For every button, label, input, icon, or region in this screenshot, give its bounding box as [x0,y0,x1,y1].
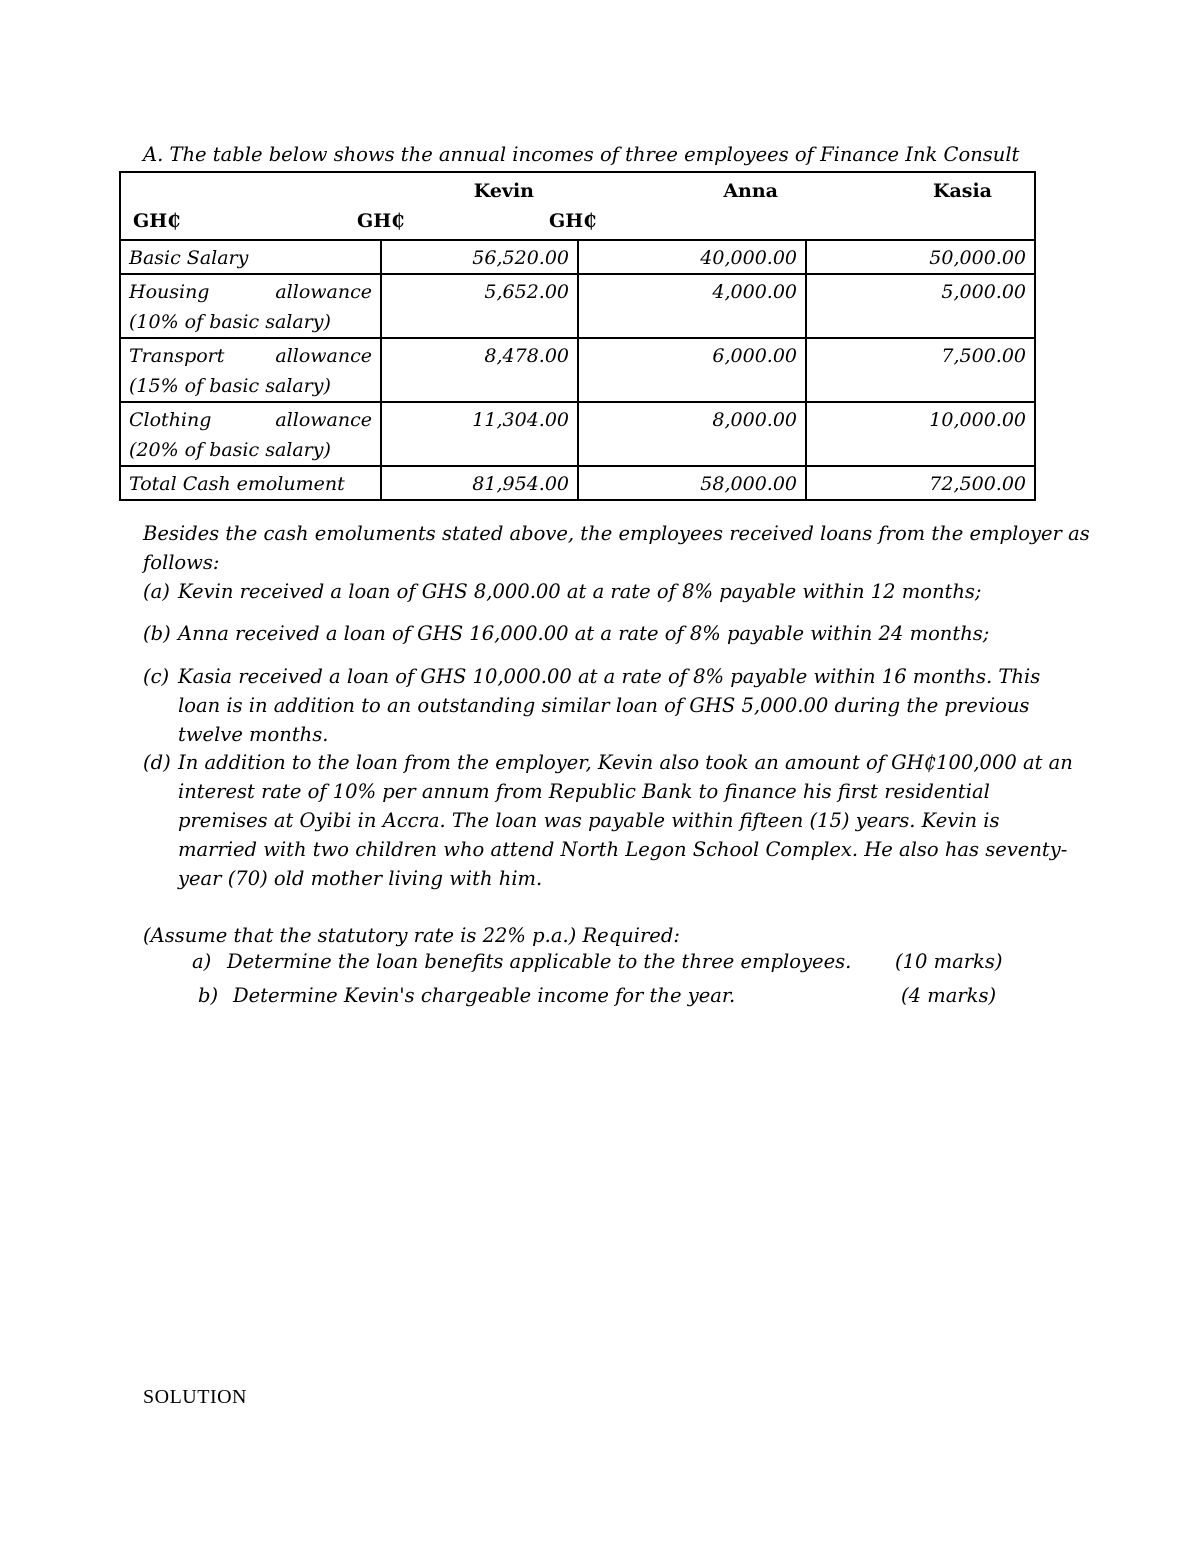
list-item-d: (d) In addition to the loan from the employer, Kevin also took an amount of GH₵100,000 at an interest rate of 10% per annum from Republic Bank to finance his first residential premises at Oyibi in Accra. The loan was payable within fifteen (15) years. Kevin is married with two children who attend North Legon School Complex. He also has seventy- year (70) old mother living with him. [143,751,1073,890]
cell-anna: 40,000.00 [578,240,806,274]
row-label: Housing allowance (10% of basic salary) [120,274,381,338]
cell-kevin: 81,954.00 [381,466,578,500]
header-kasia: Kasia [806,172,1035,209]
income-table [119,171,1036,501]
marks-b: (4 marks) [901,984,997,1007]
cell-kasia: 50,000.00 [806,240,1035,274]
intro-paragraph: Besides the cash emoluments stated above, the employees received loans from the employer as follows: [143,522,1090,574]
cell-kasia: 10,000.00 [806,402,1035,466]
assumption-text: (Assume that the statutory rate is 22% p.a.) Required: [143,924,680,947]
currency-label: GH₵ [357,210,405,232]
row-label: Basic Salary [120,240,381,274]
cell-kasia: 7,500.00 [806,338,1035,402]
list-item-b: (b) Anna received a loan of GHS 16,000.00 at a rate of 8% payable within 24 months; [143,622,990,645]
table-row [120,402,1035,466]
required-item-a: a) Determine the loan benefits applicable to the three employees. [192,950,852,973]
cell-kevin: 56,520.00 [381,240,578,274]
cell-kevin: 11,304.00 [381,402,578,466]
row-label: Total Cash emolument [120,466,381,500]
currency-label: GH₵ [549,210,597,232]
cell-kasia: 5,000.00 [806,274,1035,338]
table-row [120,240,1035,274]
solution-heading: SOLUTION [143,1386,247,1408]
header-kevin: Kevin [381,172,578,209]
table-row-total [120,466,1035,500]
table-row [120,274,1035,338]
cell-anna: 6,000.00 [578,338,806,402]
cell-anna: 4,000.00 [578,274,806,338]
required-item-b: b) Determine Kevin's chargeable income for the year. [198,984,736,1007]
row-label: Clothing allowance (20% of basic salary) [120,402,381,466]
cell-kevin: 8,478.00 [381,338,578,402]
list-item-c: (c) Kasia received a loan of GHS 10,000.00 at a rate of 8% payable within 16 months. This loan is in addition to an outstanding similar loan of GHS 5,000.00 during the previous twelve months. [143,665,1041,746]
question-heading: A. The table below shows the annual incomes of three employees of Finance Ink Consult [143,143,1020,166]
table-header-currency [120,209,1035,240]
row-label: Transport allowance (15% of basic salary) [120,338,381,402]
table-header-names [120,172,1035,209]
marks-a: (10 marks) [895,950,1003,973]
cell-anna: 58,000.00 [578,466,806,500]
currency-label: GH₵ [133,210,181,232]
cell-kasia: 72,500.00 [806,466,1035,500]
cell-kevin: 5,652.00 [381,274,578,338]
cell-anna: 8,000.00 [578,402,806,466]
header-anna: Anna [578,172,806,209]
table-row [120,338,1035,402]
list-item-a: (a) Kevin received a loan of GHS 8,000.00 at a rate of 8% payable within 12 months; [143,580,982,603]
